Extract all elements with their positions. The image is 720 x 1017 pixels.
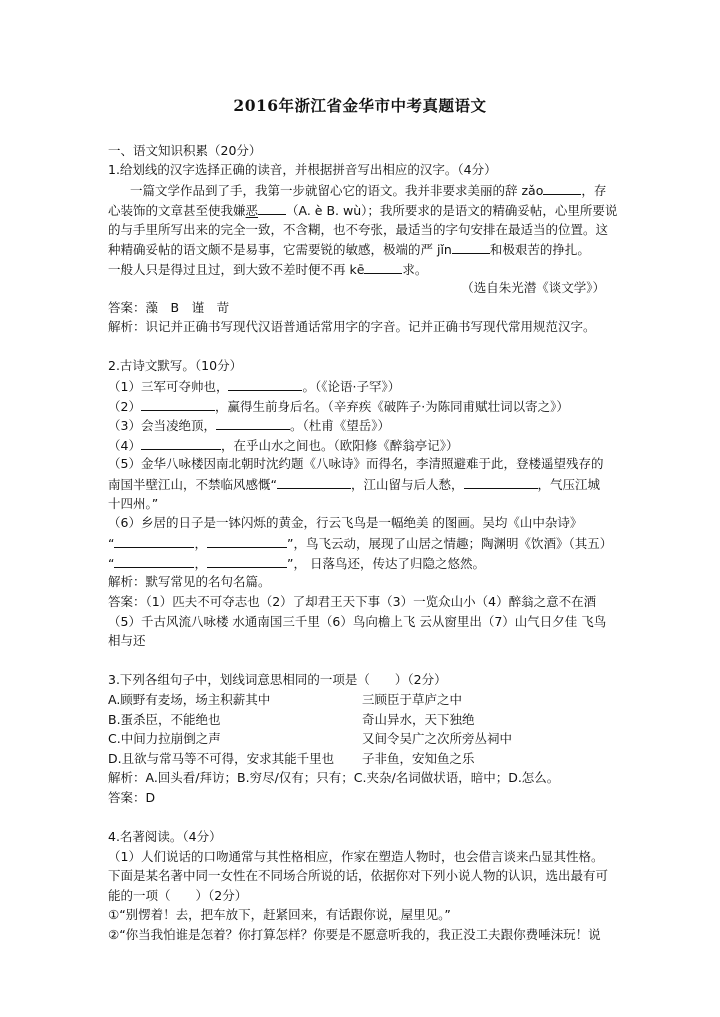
q3-option-b-pair: 奇山异水，天下独绝	[362, 712, 475, 727]
blank	[258, 201, 286, 215]
q2-item6-line1: （6）乡居的日子是一钵闪烁的黄金，行云飞鸟是一幅绝美 的图画。吴均《山中杂诗》	[108, 515, 583, 530]
q2-answer-line2: （5）千古风流八咏楼 水通南国三千里（6）鸟向檐上飞 云从窗里出（7）山气日夕佳 飞鸟	[108, 614, 607, 629]
q4-para-line2: 下面是某名著中同一女性在不同场合所说的话，依据你对下列小说人物的认识，选出最有可	[108, 868, 609, 883]
q3-stem: 3.下列各组句子中，划线词意思相同的一项是（ ）（2分）	[108, 672, 447, 687]
q1-line2: 心装饰的文章甚至使我嫌恶 （A. è B. wù）；我所要求的是语文的精确妥帖，心里所要说	[108, 203, 618, 218]
blank	[141, 436, 221, 450]
blank	[543, 181, 581, 195]
q3-option-d-pair: 子非鱼，安知鱼之乐	[362, 751, 475, 766]
q2-item4: （4） ，在乎山水之间也。（欧阳修《醉翁亭记》）	[108, 438, 459, 453]
blank	[228, 377, 302, 391]
q3-option-c-pair: 又间令吴广之次所旁丛祠中	[362, 731, 513, 746]
q1-line5: 一般人只是得过且过，到大致不差时便不再 kē 求。	[108, 262, 428, 277]
q2-stem: 2.古诗文默写。（10分）	[108, 358, 243, 373]
q1-answer: 答案：藻 B 谨 苛	[108, 300, 230, 315]
q2-answer-line3: 相与还	[108, 633, 146, 648]
blank	[114, 554, 194, 568]
q2-item3: （3）会当凌绝顶， 。（杜甫《望岳》）	[108, 418, 390, 433]
blank	[207, 554, 287, 568]
blank	[216, 416, 290, 430]
q1-line4: 种精确妥帖的语文颇不是易事，它需要锐的敏感，极端的严 jǐn 和极艰苦的挣扎。	[108, 242, 590, 257]
q4-para-line3: 能的一项（ ）（2分）	[108, 888, 248, 903]
q2-item6-line2: “ ， ”，鸟飞云动，展现了山居之情趣；陶渊明《饮酒》（其五）	[108, 536, 613, 551]
q4-item2: ②“你当我怕谁是怎着？你打算怎样？你要是不愿意听我的，我正没工夫跟你费唾沫玩！说	[108, 927, 601, 942]
section-heading: 一、语文知识积累（20分）	[108, 143, 262, 158]
blank	[141, 397, 215, 411]
blank	[364, 260, 402, 274]
blank	[114, 534, 194, 548]
q3-analysis: 解析：A.回头看/拜访；B.穷尽/仅有；只有；C.夹杂/名词做状语，暗中；D.怎么。	[108, 770, 560, 785]
q2-item6-line3: “ ， ”， 日落鸟还，传达了归隐之悠然。	[108, 556, 485, 571]
q4-stem: 4.名著阅读。（4分）	[108, 829, 222, 844]
q1-line3: 的与手里所写出来的完全一致，不含糊，也不夸张，最适当的字句安排在最适当的位置。这	[108, 222, 609, 237]
q1-analysis: 解析：识记并正确书写现代汉语普通话常用字的字音。记并正确书写现代常用规范汉字。	[108, 319, 596, 334]
q1-stem: 1.给划线的汉字选择正确的读音，并根据拼音写出相应的汉字。（4分）	[108, 162, 497, 177]
q3-option-d: D.且欲与常马等不可得，安求其能千里也	[108, 751, 335, 766]
page-title: 2016年浙江省金华市中考真题语文	[233, 96, 487, 115]
q2-item5-line1: （5）金华八咏楼因南北朝时沈约题《八咏诗》而得名，李清照避难于此，登楼遥望残存的	[108, 456, 604, 471]
q1-source: （选自朱光潜《谈文学》）	[461, 280, 605, 295]
q3-option-a: A.顾野有麦场，场主积薪其中	[108, 692, 271, 707]
q2-item5-line2: 南国半壁江山，不禁临风感慨“ ，江山留与后人愁， ，气压江城	[108, 477, 601, 492]
blank	[277, 475, 351, 489]
q4-para-line1: （1）人们说话的口吻通常与其性格相应，作家在塑造人物时，也会借言谈来凸显其性格。	[108, 849, 604, 864]
q3-answer: 答案：D	[108, 790, 156, 805]
q4-item1: ①“别愣着！去，把车放下，赶紧回来，有话跟你说，屋里见。”	[108, 907, 451, 922]
q3-option-c: C.中间力拉崩倒之声	[108, 731, 221, 746]
q2-analysis: 解析：默写常见的名句名篇。	[108, 574, 271, 589]
q2-answer-line1: 答案：（1）匹夫不可夺志也（2）了却君王天下事（3）一览众山小（4）醉翁之意不在酒	[108, 594, 597, 609]
q2-item1: （1）三军可夺帅也， 。（《论语·子罕》）	[108, 379, 401, 394]
blank	[464, 475, 538, 489]
blank	[207, 534, 287, 548]
q2-item5-line3: 十四州。”	[108, 496, 159, 511]
q3-option-b: B.蛋杀臣，不能绝也	[108, 712, 221, 727]
q2-item2: （2） ，赢得生前身后名。（辛弃疾《破阵子·为陈同甫赋壮词以寄之》）	[108, 399, 569, 414]
q3-option-a-pair: 三顾臣于草庐之中	[362, 692, 463, 707]
blank	[452, 240, 490, 254]
q1-line1: 一篇文学作品到了手，我第一步就留心它的语文。我并非要求美丽的辞 zǎo ，存	[130, 183, 607, 198]
